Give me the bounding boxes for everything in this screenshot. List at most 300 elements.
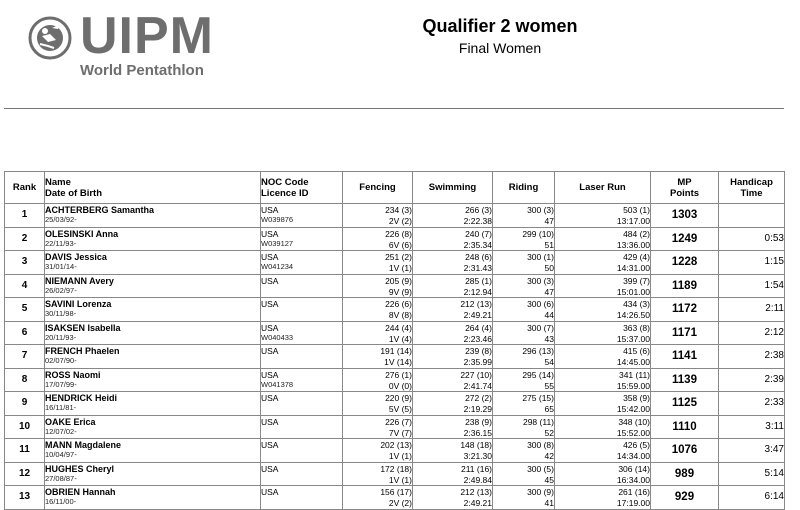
- athlete-cell: [45, 462, 261, 486]
- noc-code: USA: [261, 205, 279, 215]
- rank-cell: 13: [5, 486, 45, 510]
- laser-run-time: 14:31.00: [616, 263, 650, 273]
- riding-points: 298 (11): [522, 416, 554, 427]
- laser-run-points: 426 (5): [623, 440, 650, 450]
- swimming-time: 2:35.99: [463, 357, 492, 367]
- noc-code: USA: [261, 393, 279, 403]
- laser-run-cell: [555, 204, 651, 228]
- riding-points: 300 (3): [527, 275, 554, 286]
- fencing-cell: [343, 439, 413, 463]
- swimming-points: 212 (13): [460, 299, 492, 309]
- riding-detail: 51: [544, 239, 554, 250]
- handicap-time-cell: [719, 204, 785, 228]
- laser-run-time: 15:01.00: [616, 286, 650, 297]
- swimming-time: 2:49.21: [463, 498, 492, 508]
- swimming-points: 285 (1): [465, 275, 492, 286]
- riding-detail: 47: [544, 286, 554, 297]
- noc-cell: [261, 345, 343, 369]
- header-riding-label: Riding: [508, 182, 539, 193]
- laser-run-cell: [555, 274, 651, 298]
- athlete-name: NIEMANN Avery: [45, 275, 114, 286]
- riding-cell: [493, 439, 555, 463]
- noc-code: USA: [261, 322, 279, 333]
- noc-cell: [261, 227, 343, 251]
- swimming-cell: [413, 415, 493, 439]
- athlete-dob: 27/08/87-: [45, 473, 77, 483]
- swimming-points: 238 (9): [465, 416, 492, 427]
- fencing-victories: 1V (14): [384, 357, 412, 367]
- fencing-points: 226 (7): [385, 416, 412, 427]
- athlete-dob: 12/07/02-: [45, 426, 77, 436]
- fencing-victories: 6V (6): [388, 239, 412, 250]
- fencing-points: 156 (17): [380, 487, 412, 497]
- laser-run-time: 15:37.00: [616, 333, 650, 344]
- swimming-time: 2:49.84: [463, 474, 492, 485]
- athlete-name: FRENCH Phaelen: [45, 346, 120, 356]
- licence-id: W041378: [261, 379, 294, 389]
- fencing-cell: [343, 274, 413, 298]
- swimming-time: 2:22.38: [463, 216, 492, 226]
- page-title: Qualifier 2 women: [422, 16, 578, 36]
- noc-cell: [261, 439, 343, 463]
- athlete-dob: 25/03/92-: [45, 215, 77, 224]
- table-row: [5, 368, 785, 392]
- athlete-dob: 10/04/97-: [45, 450, 77, 459]
- header-licence-label: Licence ID: [261, 187, 309, 199]
- laser-run-time: 14:26.50: [616, 310, 650, 320]
- fencing-cell: [343, 298, 413, 322]
- table-row: [5, 321, 785, 345]
- swimming-points: 248 (6): [465, 252, 492, 262]
- header-name-label: Name: [45, 176, 71, 188]
- rank-cell: 5: [5, 298, 45, 322]
- athlete-name: OBRIEN Hannah: [45, 487, 116, 497]
- laser-run-time: 15:42.00: [616, 404, 650, 414]
- mp-points-cell: 1139: [651, 368, 719, 392]
- laser-run-cell: [555, 462, 651, 486]
- swimming-cell: [413, 392, 493, 416]
- fencing-victories: 8V (8): [388, 310, 412, 320]
- fencing-points: 205 (9): [385, 275, 412, 286]
- riding-points: 300 (5): [527, 463, 554, 474]
- results-table: [4, 171, 785, 510]
- mp-points-cell: 1249: [651, 227, 719, 251]
- header-riding: [493, 172, 555, 204]
- riding-detail: 45: [544, 474, 554, 485]
- table-row: [5, 486, 785, 510]
- handicap-time-cell: 0:53: [719, 227, 785, 251]
- swimming-points: 266 (3): [465, 205, 492, 215]
- athlete-cell: [45, 227, 261, 251]
- laser-run-time: 15:59.00: [616, 380, 650, 391]
- table-header: [5, 172, 785, 204]
- handicap-time-cell: 2:12: [719, 321, 785, 345]
- noc-code: USA: [261, 369, 279, 380]
- athlete-name: OLESINSKI Anna: [45, 228, 119, 239]
- noc-cell: [261, 274, 343, 298]
- swimming-points: 212 (13): [460, 487, 492, 497]
- fencing-points: 234 (3): [385, 205, 412, 215]
- noc-code: USA: [261, 487, 279, 497]
- riding-cell: [493, 486, 555, 510]
- laser-run-cell: [555, 251, 651, 275]
- laser-run-points: 348 (10): [618, 416, 650, 427]
- mp-points-cell: 1172: [651, 298, 719, 322]
- athlete-dob: 31/01/14-: [45, 262, 77, 271]
- laser-run-cell: [555, 227, 651, 251]
- fencing-victories: 0V (0): [388, 380, 412, 391]
- noc-code: USA: [261, 299, 279, 309]
- fencing-cell: [343, 204, 413, 228]
- swimming-cell: [413, 462, 493, 486]
- noc-code: USA: [261, 275, 279, 286]
- header-swimming-label: Swimming: [428, 182, 477, 193]
- athlete-name: MANN Magdalene: [45, 440, 122, 450]
- riding-points: 296 (13): [522, 346, 554, 356]
- laser-run-time: 13:36.00: [616, 239, 650, 250]
- handicap-time-cell: 2:33: [719, 392, 785, 416]
- uipm-logo: [28, 7, 228, 84]
- swimming-time: 2:31.43: [463, 263, 492, 273]
- noc-code: USA: [261, 463, 279, 474]
- swimming-cell: [413, 439, 493, 463]
- athlete-cell: [45, 439, 261, 463]
- riding-detail: 52: [544, 427, 554, 438]
- swimming-time: 2:23.46: [463, 333, 492, 344]
- athlete-dob: 30/11/98-: [45, 309, 77, 318]
- handicap-time-cell: 2:38: [719, 345, 785, 369]
- swimming-time: 2:12.94: [463, 286, 492, 297]
- swimming-time: 3:21.30: [463, 451, 492, 461]
- fencing-victories: 9V (9): [388, 286, 412, 297]
- header-swimming: [413, 172, 493, 204]
- athlete-cell: [45, 298, 261, 322]
- table-row: [5, 345, 785, 369]
- athlete-dob: 22/11/93-: [45, 238, 77, 248]
- noc-cell: [261, 251, 343, 275]
- riding-detail: 42: [544, 451, 554, 461]
- swimming-time: 2:36.15: [463, 427, 492, 438]
- fencing-victories: 1V (1): [388, 451, 412, 461]
- athlete-cell: [45, 486, 261, 510]
- fencing-points: 226 (8): [385, 228, 412, 239]
- riding-cell: [493, 345, 555, 369]
- riding-detail: 55: [544, 380, 554, 391]
- table-row: [5, 392, 785, 416]
- noc-code: USA: [261, 346, 279, 356]
- table-row: [5, 274, 785, 298]
- licence-id: W041234: [261, 262, 294, 271]
- riding-cell: [493, 368, 555, 392]
- swimming-time: 2:41.74: [463, 380, 492, 391]
- riding-detail: 54: [544, 357, 554, 367]
- athlete-cell: [45, 204, 261, 228]
- laser-run-cell: [555, 486, 651, 510]
- header-mp-label: MP: [677, 176, 692, 188]
- mp-points-cell: 929: [651, 486, 719, 510]
- fencing-cell: [343, 251, 413, 275]
- athlete-dob: 02/07/90-: [45, 356, 77, 365]
- athlete-cell: [45, 251, 261, 275]
- athlete-dob: 20/11/93-: [45, 332, 77, 342]
- athlete-name: HENDRICK Heidi: [45, 393, 118, 403]
- athlete-name: ACHTERBERG Samantha: [45, 205, 155, 215]
- swimming-time: 2:35.34: [463, 239, 492, 250]
- table-body: [5, 204, 785, 510]
- athlete-dob: 26/02/97-: [45, 285, 77, 295]
- swimming-points: 148 (18): [460, 440, 492, 450]
- mp-points-cell: 1189: [651, 274, 719, 298]
- riding-points: 275 (15): [522, 393, 554, 403]
- rank-cell: 11: [5, 439, 45, 463]
- noc-code: USA: [261, 416, 279, 427]
- swimming-cell: [413, 345, 493, 369]
- swimming-points: 239 (8): [465, 346, 492, 356]
- riding-points: 300 (9): [527, 487, 554, 497]
- athlete-name: SAVINI Lorenza: [45, 299, 112, 309]
- riding-detail: 41: [544, 498, 554, 508]
- handicap-time-cell: 3:47: [719, 439, 785, 463]
- swimming-points: 240 (7): [465, 228, 492, 239]
- fencing-cell: [343, 321, 413, 345]
- noc-cell: [261, 368, 343, 392]
- table-row: [5, 298, 785, 322]
- fencing-victories: 5V (5): [388, 404, 412, 414]
- fencing-points: 244 (4): [385, 322, 412, 333]
- laser-run-points: 484 (2): [623, 228, 650, 239]
- laser-run-time: 14:34.00: [616, 451, 650, 461]
- laser-run-points: 358 (9): [623, 393, 650, 403]
- header-laser-run: [555, 172, 651, 204]
- table-row: [5, 204, 785, 228]
- mp-points-cell: 989: [651, 462, 719, 486]
- fencing-points: 220 (9): [385, 393, 412, 403]
- fencing-cell: [343, 227, 413, 251]
- fencing-victories: 2V (2): [388, 216, 412, 226]
- handicap-time-cell: 3:11: [719, 415, 785, 439]
- athlete-cell: [45, 274, 261, 298]
- riding-points: 300 (8): [527, 440, 554, 450]
- handicap-time-cell: 6:14: [719, 486, 785, 510]
- header-noc: [261, 172, 343, 204]
- header-noc-label: NOC Code: [261, 176, 309, 188]
- fencing-victories: 1V (4): [388, 333, 412, 344]
- header-rank-label: Rank: [12, 182, 37, 193]
- laser-run-cell: [555, 298, 651, 322]
- mp-points-cell: 1125: [651, 392, 719, 416]
- header-rank: [5, 172, 45, 204]
- swimming-points: 264 (4): [465, 322, 492, 333]
- athlete-name: OAKE Erica: [45, 416, 96, 427]
- laser-run-cell: [555, 392, 651, 416]
- riding-detail: 44: [544, 310, 554, 320]
- rank-cell: 3: [5, 251, 45, 275]
- riding-cell: [493, 462, 555, 486]
- swimming-cell: [413, 486, 493, 510]
- noc-cell: [261, 321, 343, 345]
- header-laser-label: Laser Run: [579, 182, 626, 193]
- licence-id: W039127: [261, 238, 294, 248]
- header-divider: [4, 108, 784, 109]
- riding-cell: [493, 227, 555, 251]
- header-name: [45, 172, 261, 204]
- laser-run-points: 363 (8): [623, 322, 650, 333]
- table-row: [5, 251, 785, 275]
- riding-points: 295 (14): [522, 369, 554, 380]
- header-handicap-label: Handicap: [730, 176, 773, 188]
- fencing-victories: 2V (2): [388, 498, 412, 508]
- noc-cell: [261, 486, 343, 510]
- header-points-label: Points: [669, 187, 700, 199]
- swimming-points: 272 (2): [465, 393, 492, 403]
- table-row: [5, 439, 785, 463]
- handicap-time-cell: 2:11: [719, 298, 785, 322]
- laser-run-time: 14:45.00: [616, 357, 650, 367]
- laser-run-points: 429 (4): [623, 252, 650, 262]
- athlete-dob: 17/07/99-: [45, 379, 77, 389]
- table-row: [5, 227, 785, 251]
- swimming-cell: [413, 251, 493, 275]
- athlete-cell: [45, 345, 261, 369]
- riding-detail: 65: [544, 404, 554, 414]
- riding-detail: 47: [544, 216, 554, 226]
- fencing-points: 202 (13): [380, 440, 412, 450]
- fencing-points: 191 (14): [380, 346, 412, 356]
- laser-run-cell: [555, 345, 651, 369]
- riding-detail: 50: [544, 263, 554, 273]
- athlete-cell: [45, 392, 261, 416]
- riding-cell: [493, 392, 555, 416]
- swimming-points: 211 (16): [460, 463, 492, 474]
- licence-id: W039876: [261, 215, 294, 224]
- noc-code: USA: [261, 440, 279, 450]
- table-row: [5, 462, 785, 486]
- athlete-dob: 16/11/81-: [45, 403, 77, 412]
- mp-points-cell: 1076: [651, 439, 719, 463]
- laser-run-time: 16:34.00: [616, 474, 650, 485]
- laser-run-cell: [555, 321, 651, 345]
- athlete-cell: [45, 321, 261, 345]
- logo-subtitle: World Pentathlon: [80, 62, 204, 79]
- noc-cell: [261, 298, 343, 322]
- laser-run-points: 306 (14): [618, 463, 650, 474]
- pentathlon-emblem-icon: [28, 16, 72, 60]
- riding-cell: [493, 204, 555, 228]
- swimming-cell: [413, 298, 493, 322]
- swimming-cell: [413, 368, 493, 392]
- fencing-cell: [343, 486, 413, 510]
- page-subtitle: Final Women: [458, 40, 542, 56]
- fencing-points: 276 (1): [385, 369, 412, 380]
- mp-points-cell: 1228: [651, 251, 719, 275]
- header-handicap-time: [719, 172, 785, 204]
- laser-run-time: 17:19.00: [616, 498, 650, 508]
- fencing-points: 226 (6): [385, 299, 412, 309]
- riding-points: 300 (3): [527, 205, 554, 215]
- header-dob-label: Date of Birth: [45, 187, 102, 199]
- swimming-time: 2:49.21: [463, 310, 492, 320]
- handicap-time-cell: 1:54: [719, 274, 785, 298]
- rank-cell: 4: [5, 274, 45, 298]
- athlete-name: HUGHES Cheryl: [45, 463, 115, 474]
- fencing-points: 172 (18): [380, 463, 412, 474]
- mp-points-cell: 1303: [651, 204, 719, 228]
- riding-cell: [493, 298, 555, 322]
- swimming-points: 227 (10): [460, 369, 492, 380]
- mp-points-cell: 1141: [651, 345, 719, 369]
- rank-cell: 12: [5, 462, 45, 486]
- laser-run-cell: [555, 415, 651, 439]
- laser-run-points: 261 (16): [618, 487, 650, 497]
- rank-cell: 7: [5, 345, 45, 369]
- athlete-name: ISAKSEN Isabella: [45, 322, 121, 333]
- noc-code: USA: [261, 252, 279, 262]
- fencing-cell: [343, 345, 413, 369]
- laser-run-time: 13:17.00: [616, 216, 650, 226]
- table-row: [5, 415, 785, 439]
- athlete-name: ROSS Naomi: [45, 369, 101, 380]
- fencing-victories: 1V (1): [388, 263, 412, 273]
- licence-id: W040433: [261, 332, 294, 342]
- riding-points: 300 (6): [527, 299, 554, 309]
- rank-cell: 6: [5, 321, 45, 345]
- swimming-cell: [413, 204, 493, 228]
- noc-cell: [261, 392, 343, 416]
- rank-cell: 9: [5, 392, 45, 416]
- riding-points: 300 (7): [527, 322, 554, 333]
- riding-cell: [493, 321, 555, 345]
- laser-run-cell: [555, 368, 651, 392]
- laser-run-points: 415 (6): [623, 346, 650, 356]
- riding-points: 299 (10): [522, 228, 554, 239]
- header-time-label: Time: [740, 187, 763, 199]
- fencing-points: 251 (2): [385, 252, 412, 262]
- header-fencing: [343, 172, 413, 204]
- laser-run-points: 341 (11): [618, 369, 650, 380]
- fencing-cell: [343, 462, 413, 486]
- riding-cell: [493, 274, 555, 298]
- rank-cell: 10: [5, 415, 45, 439]
- riding-cell: [493, 251, 555, 275]
- laser-run-points: 399 (7): [623, 275, 650, 286]
- header-fencing-label: Fencing: [359, 182, 396, 193]
- riding-cell: [493, 415, 555, 439]
- riding-detail: 43: [544, 333, 554, 344]
- handicap-time-cell: 2:39: [719, 368, 785, 392]
- noc-cell: [261, 204, 343, 228]
- logo-wordmark: UIPM: [80, 7, 214, 65]
- laser-run-points: 434 (3): [623, 299, 650, 309]
- swimming-cell: [413, 274, 493, 298]
- swimming-cell: [413, 321, 493, 345]
- athlete-name: DAVIS Jessica: [45, 252, 107, 262]
- rank-cell: 1: [5, 204, 45, 228]
- laser-run-cell: [555, 439, 651, 463]
- fencing-cell: [343, 368, 413, 392]
- rank-cell: 2: [5, 227, 45, 251]
- laser-run-points: 503 (1): [623, 205, 650, 215]
- laser-run-time: 15:52.00: [616, 427, 650, 438]
- rank-cell: 8: [5, 368, 45, 392]
- fencing-cell: [343, 392, 413, 416]
- athlete-cell: [45, 415, 261, 439]
- mp-points-cell: 1110: [651, 415, 719, 439]
- fencing-cell: [343, 415, 413, 439]
- noc-cell: [261, 462, 343, 486]
- header-mp-points: [651, 172, 719, 204]
- fencing-victories: 7V (7): [388, 427, 412, 438]
- athlete-cell: [45, 368, 261, 392]
